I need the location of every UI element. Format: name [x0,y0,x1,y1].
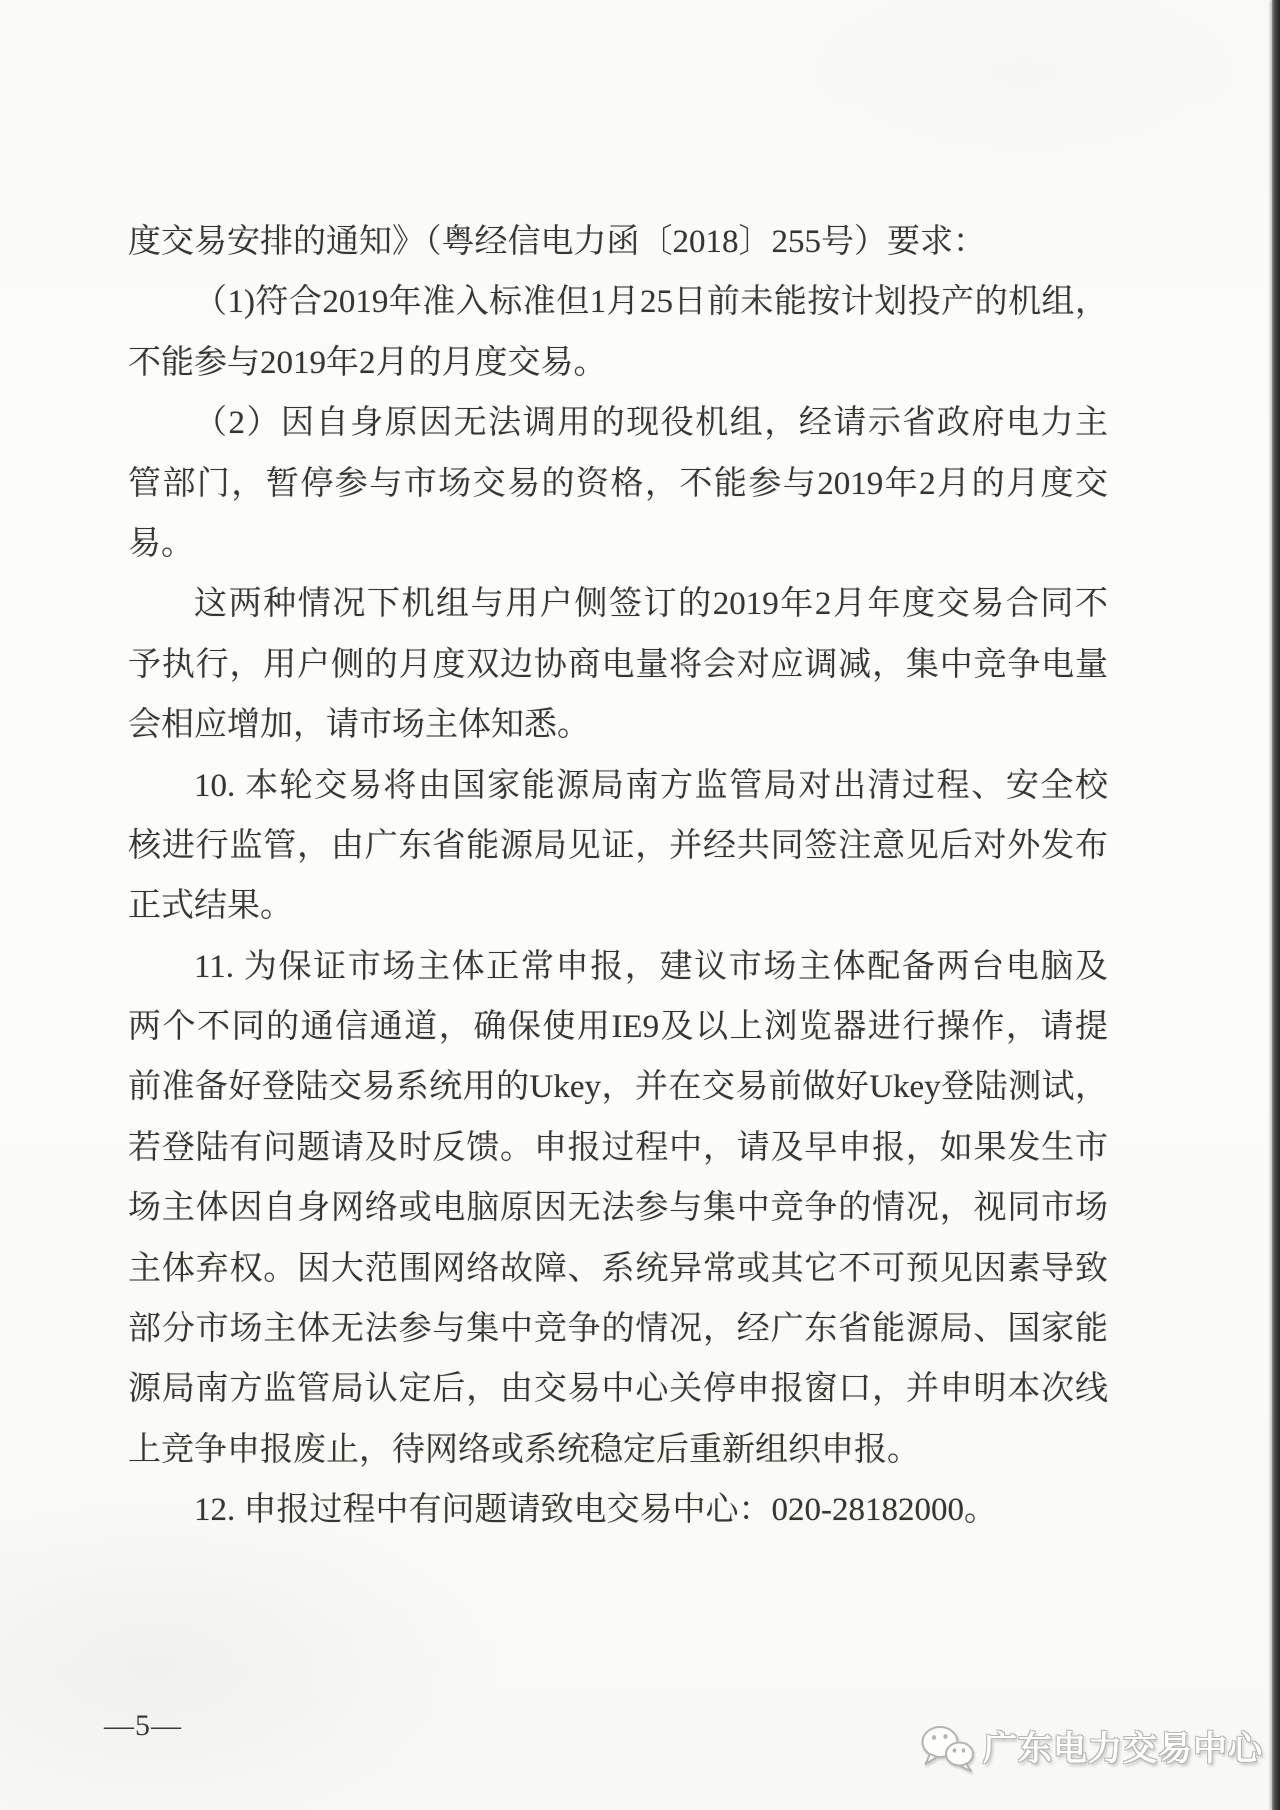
text-line: 两个不同的通信通道，确保使用IE9及以上浏览器进行操作，请提 [128,1009,1108,1046]
text-line: 易。 [128,525,194,562]
text-line: 12. 申报过程中有问题请致电交易中心：020-28182000。 [194,1492,997,1529]
text-line: 源局南方监管局认定后，由交易中心关停申报窗口，并申明本次线 [128,1371,1108,1408]
text-line: 会相应增加，请市场主体知悉。 [128,707,590,744]
page-number: —5— [104,1709,182,1742]
text-line: 度交易安排的通知》（粤经信电力函〔2018〕255号）要求： [128,224,986,260]
text-line: 正式结果。 [128,888,293,925]
text-line: 11. 为保证市场主体正常申报，建议市场主体配备两台电脑及 [194,948,1108,985]
text-line: 予执行，用户侧的月度双边协商电量将会对应调减，集中竞争电量 [128,646,1108,683]
text-line: 核进行监管，由广东省能源局见证，并经共同签注意见后对外发布 [128,827,1108,864]
text-line: 部分市场主体无法参与集中竞争的情况，经广东省能源局、国家能 [128,1311,1108,1348]
text-line: 管部门，暂停参与市场交易的资格，不能参与2019年2月的月度交 [128,465,1108,502]
text-line: 这两种情况下机组与用户侧签订的2019年2月年度交易合同不 [194,586,1108,623]
text-line: 10. 本轮交易将由国家能源局南方监管局对出清过程、安全校 [194,767,1108,804]
watermark-text: 广东电力交易中心 [983,1730,1263,1768]
text-line: 前准备好登陆交易系统用的Ukey，并在交易前做好Ukey登陆测试， [128,1069,1108,1106]
wechat-icon [920,1724,976,1774]
text-line: 若登陆有问题请及时反馈。申报过程中，请及早申报，如果发生市 [128,1129,1108,1166]
text-line: 上竞争申报废止，待网络或系统稳定后重新组织申报。 [128,1431,920,1468]
text-line: 不能参与2019年2月的月度交易。 [128,344,607,381]
document-body [128,212,1108,1541]
scan-edge-artifact [1272,0,1280,1810]
text-line: 场主体因自身网络或电脑原因无法参与集中竞争的情况，视同市场 [128,1190,1108,1227]
text-line: 主体弃权。因大范围网络故障、系统异常或其它不可预见因素导致 [128,1250,1108,1287]
watermark [920,1724,1263,1774]
text-line: （1)符合2019年准入标准但1月25日前未能按计划投产的机组， [194,284,1108,321]
text-line: （2）因自身原因无法调用的现役机组，经请示省政府电力主 [194,405,1108,442]
